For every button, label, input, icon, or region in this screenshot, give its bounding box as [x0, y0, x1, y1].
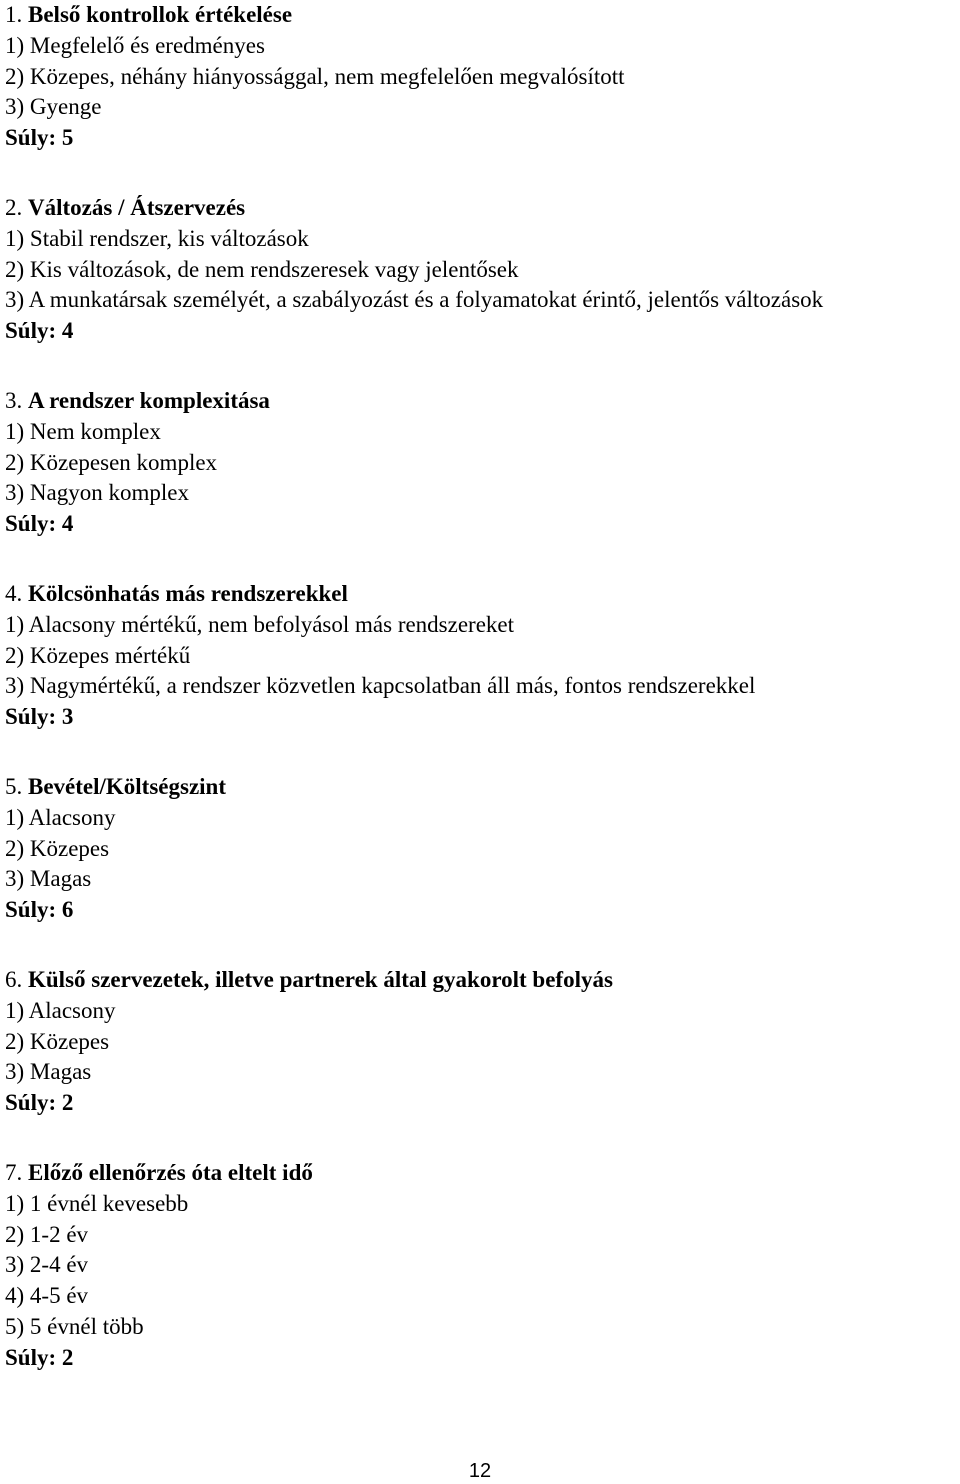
section-name: Kölcsönhatás más rendszerekkel: [28, 580, 348, 606]
option-item: 2) Közepesen komplex: [5, 449, 218, 475]
option-item: 1) 1 évnél kevesebb: [5, 1190, 189, 1216]
weight-label: Súly: 2: [5, 1344, 74, 1370]
section-name: Előző ellenőrzés óta eltelt idő: [28, 1159, 313, 1185]
section-number: 1.: [5, 2, 23, 27]
section-title: [5, 1158, 955, 1189]
section-4: [5, 579, 955, 733]
section-6: [5, 965, 955, 1119]
option-item: 2) Közepes mértékű: [5, 642, 191, 668]
section-name: Bevétel/Költségszint: [28, 773, 227, 799]
section-title: [5, 579, 955, 610]
weight-label: Súly: 5: [5, 125, 74, 151]
section-2: [5, 193, 955, 347]
section-number: 6.: [5, 966, 23, 992]
section-3: [5, 386, 955, 540]
option-item: 2) 1-2 év: [5, 1221, 89, 1247]
option-item: 3) A munkatársak személyét, a szabályozást és a folyamatokat érintő, jelentős változások: [5, 287, 824, 313]
section-title: [5, 0, 955, 31]
option-item: 1) Alacsony mértékű, nem befolyásol más rendszereket: [5, 611, 515, 637]
option-item: 1) Alacsony: [5, 997, 116, 1023]
section-name: Változás / Átszervezés: [28, 194, 246, 220]
option-item: 4) 4-5 év: [5, 1283, 89, 1309]
option-item: 2) Közepes: [5, 1028, 110, 1054]
section-number: 2.: [5, 194, 23, 220]
option-item: 1) Megfelelő és eredményes: [5, 32, 265, 58]
weight-label: Súly: 6: [5, 897, 74, 923]
option-item: 2) Közepes: [5, 835, 110, 861]
option-item: 3) 2-4 év: [5, 1252, 89, 1278]
section-title: [5, 193, 955, 224]
option-item: 3) Nagyon komplex: [5, 480, 189, 506]
option-item: 2) Kis változások, de nem rendszeresek vagy jelentősek: [5, 256, 519, 282]
option-item: 2) Közepes, néhány hiányossággal, nem megfelelően megvalósított: [5, 63, 625, 89]
section-number: 5.: [5, 773, 23, 799]
page-number: 12: [468, 1460, 492, 1482]
document-body: [5, 0, 955, 1373]
option-item: 5) 5 évnél több: [5, 1313, 144, 1339]
section-number: 3.: [5, 387, 23, 413]
option-item: 3) Nagymértékű, a rendszer közvetlen kapcsolatban áll más, fontos rendszerekkel: [5, 673, 756, 699]
option-item: 3) Magas: [5, 866, 92, 892]
option-item: 1) Alacsony: [5, 804, 116, 830]
section-title: [5, 772, 955, 803]
weight-label: Súly: 2: [5, 1090, 74, 1116]
section-5: [5, 772, 955, 926]
section-title: [5, 386, 955, 417]
weight-label: Súly: 4: [5, 511, 74, 537]
option-item: 3) Gyenge: [5, 94, 102, 120]
section-name: A rendszer komplexitása: [28, 387, 270, 413]
weight-label: Súly: 3: [5, 704, 74, 730]
section-name: Külső szervezetek, illetve partnerek által gyakorolt befolyás: [28, 966, 613, 992]
weight-label: Súly: 4: [5, 318, 74, 344]
option-item: 1) Stabil rendszer, kis változások: [5, 225, 309, 251]
section-name: Belső kontrollok értékelése: [28, 2, 293, 27]
section-1: [5, 0, 955, 154]
section-number: 7.: [5, 1159, 23, 1185]
section-title: [5, 965, 955, 996]
option-item: 3) Magas: [5, 1059, 92, 1085]
option-item: 1) Nem komplex: [5, 418, 161, 444]
section-number: 4.: [5, 580, 23, 606]
section-7: [5, 1158, 955, 1374]
